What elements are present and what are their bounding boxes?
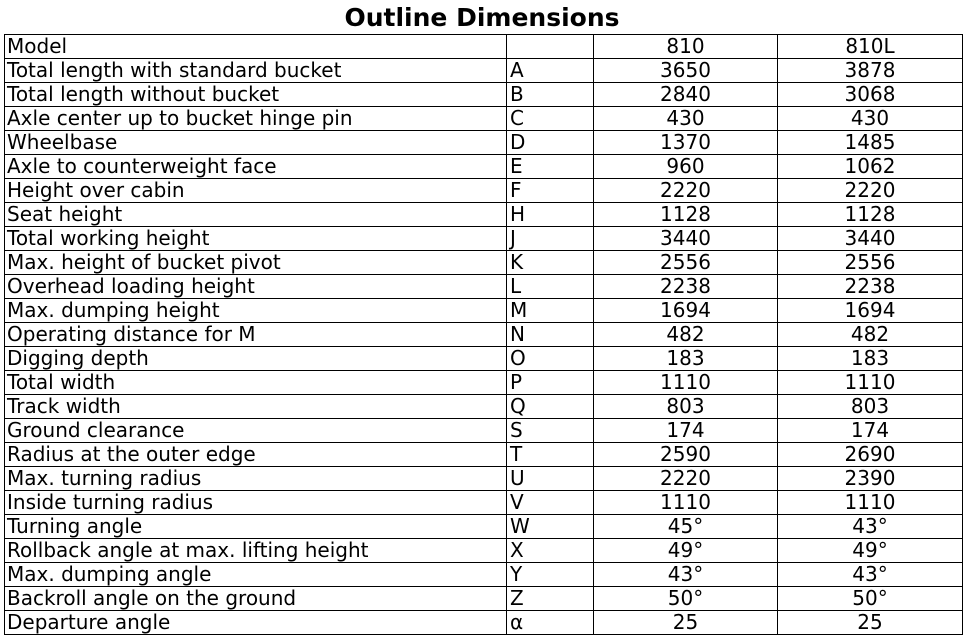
row-value-810l: 1110: [778, 491, 963, 515]
row-label: Backroll angle on the ground: [5, 587, 507, 611]
row-value-810l: 2238: [778, 275, 963, 299]
row-code: α: [507, 611, 594, 635]
row-label: Digging depth: [5, 347, 507, 371]
row-value-810l: 43°: [778, 563, 963, 587]
table-row: [5, 203, 963, 227]
row-value-810: 49°: [594, 539, 778, 563]
dimensions-table: [4, 34, 963, 635]
row-code: L: [507, 275, 594, 299]
row-label: Departure angle: [5, 611, 507, 635]
table-row: [5, 563, 963, 587]
row-value-810l: 1110: [778, 371, 963, 395]
row-value-810: 2840: [594, 83, 778, 107]
table-row: [5, 539, 963, 563]
row-value-810: 2238: [594, 275, 778, 299]
table-row: [5, 131, 963, 155]
row-label: Total length without bucket: [5, 83, 507, 107]
row-label: Total width: [5, 371, 507, 395]
row-code: K: [507, 251, 594, 275]
row-value-810: 482: [594, 323, 778, 347]
row-value-810l: 3068: [778, 83, 963, 107]
table-row: [5, 371, 963, 395]
row-value-810: 803: [594, 395, 778, 419]
row-code: A: [507, 59, 594, 83]
row-value-810l: 3440: [778, 227, 963, 251]
row-value-810: 3440: [594, 227, 778, 251]
row-code: F: [507, 179, 594, 203]
row-value-810l: 2556: [778, 251, 963, 275]
table-row: [5, 83, 963, 107]
table-row: [5, 323, 963, 347]
header-model: Model: [5, 35, 507, 59]
header-code: [507, 35, 594, 59]
row-value-810l: 183: [778, 347, 963, 371]
row-value-810l: 2390: [778, 467, 963, 491]
row-code: Y: [507, 563, 594, 587]
row-value-810l: 1694: [778, 299, 963, 323]
row-value-810: 2556: [594, 251, 778, 275]
table-row: [5, 227, 963, 251]
row-label: Inside turning radius: [5, 491, 507, 515]
row-value-810: 43°: [594, 563, 778, 587]
table-row: [5, 611, 963, 635]
row-value-810: 960: [594, 155, 778, 179]
row-value-810: 3650: [594, 59, 778, 83]
row-label: Height over cabin: [5, 179, 507, 203]
row-value-810l: 2220: [778, 179, 963, 203]
row-value-810l: 482: [778, 323, 963, 347]
table-row: [5, 419, 963, 443]
row-value-810: 50°: [594, 587, 778, 611]
row-code: C: [507, 107, 594, 131]
table-row: [5, 347, 963, 371]
row-value-810: 1370: [594, 131, 778, 155]
row-label: Axle center up to bucket hinge pin: [5, 107, 507, 131]
table-row: [5, 299, 963, 323]
row-value-810l: 803: [778, 395, 963, 419]
table-row: [5, 59, 963, 83]
row-label: Seat height: [5, 203, 507, 227]
row-label: Wheelbase: [5, 131, 507, 155]
row-value-810: 25: [594, 611, 778, 635]
row-label: Total working height: [5, 227, 507, 251]
row-code: S: [507, 419, 594, 443]
row-code: E: [507, 155, 594, 179]
row-value-810: 174: [594, 419, 778, 443]
row-value-810l: 430: [778, 107, 963, 131]
row-value-810: 1694: [594, 299, 778, 323]
row-value-810l: 49°: [778, 539, 963, 563]
row-label: Overhead loading height: [5, 275, 507, 299]
row-label: Max. height of bucket pivot: [5, 251, 507, 275]
row-code: V: [507, 491, 594, 515]
header-810: 810: [594, 35, 778, 59]
row-code: W: [507, 515, 594, 539]
row-label: Track width: [5, 395, 507, 419]
table-row: [5, 491, 963, 515]
table-row: [5, 587, 963, 611]
row-code: M: [507, 299, 594, 323]
table-row: [5, 275, 963, 299]
row-code: X: [507, 539, 594, 563]
row-value-810l: 2690: [778, 443, 963, 467]
row-label: Total length with standard bucket: [5, 59, 507, 83]
table-row: [5, 515, 963, 539]
row-label: Turning angle: [5, 515, 507, 539]
row-value-810l: 3878: [778, 59, 963, 83]
row-code: D: [507, 131, 594, 155]
row-label: Rollback angle at max. lifting height: [5, 539, 507, 563]
row-code: N: [507, 323, 594, 347]
row-value-810: 1110: [594, 371, 778, 395]
row-value-810: 2590: [594, 443, 778, 467]
row-value-810l: 50°: [778, 587, 963, 611]
row-value-810l: 1485: [778, 131, 963, 155]
row-value-810: 45°: [594, 515, 778, 539]
row-value-810l: 25: [778, 611, 963, 635]
row-value-810l: 43°: [778, 515, 963, 539]
row-value-810: 1128: [594, 203, 778, 227]
row-value-810: 2220: [594, 179, 778, 203]
table-row: [5, 251, 963, 275]
row-value-810: 183: [594, 347, 778, 371]
row-code: U: [507, 467, 594, 491]
row-code: J: [507, 227, 594, 251]
row-value-810: 2220: [594, 467, 778, 491]
row-code: O: [507, 347, 594, 371]
header-row: [5, 35, 963, 59]
row-code: Z: [507, 587, 594, 611]
row-value-810l: 1062: [778, 155, 963, 179]
table-row: [5, 155, 963, 179]
row-value-810: 430: [594, 107, 778, 131]
table-row: [5, 443, 963, 467]
row-code: T: [507, 443, 594, 467]
row-label: Max. dumping height: [5, 299, 507, 323]
page-title: Outline Dimensions: [344, 3, 620, 32]
row-value-810l: 1128: [778, 203, 963, 227]
row-label: Max. turning radius: [5, 467, 507, 491]
table-row: [5, 179, 963, 203]
row-code: B: [507, 83, 594, 107]
table-row: [5, 467, 963, 491]
row-value-810: 1110: [594, 491, 778, 515]
row-label: Ground clearance: [5, 419, 507, 443]
row-label: Axle to counterweight face: [5, 155, 507, 179]
row-code: P: [507, 371, 594, 395]
table-row: [5, 107, 963, 131]
header-810l: 810L: [778, 35, 963, 59]
table-row: [5, 395, 963, 419]
row-code: Q: [507, 395, 594, 419]
row-label: Max. dumping angle: [5, 563, 507, 587]
row-value-810l: 174: [778, 419, 963, 443]
row-label: Operating distance for M: [5, 323, 507, 347]
row-label: Radius at the outer edge: [5, 443, 507, 467]
row-code: H: [507, 203, 594, 227]
